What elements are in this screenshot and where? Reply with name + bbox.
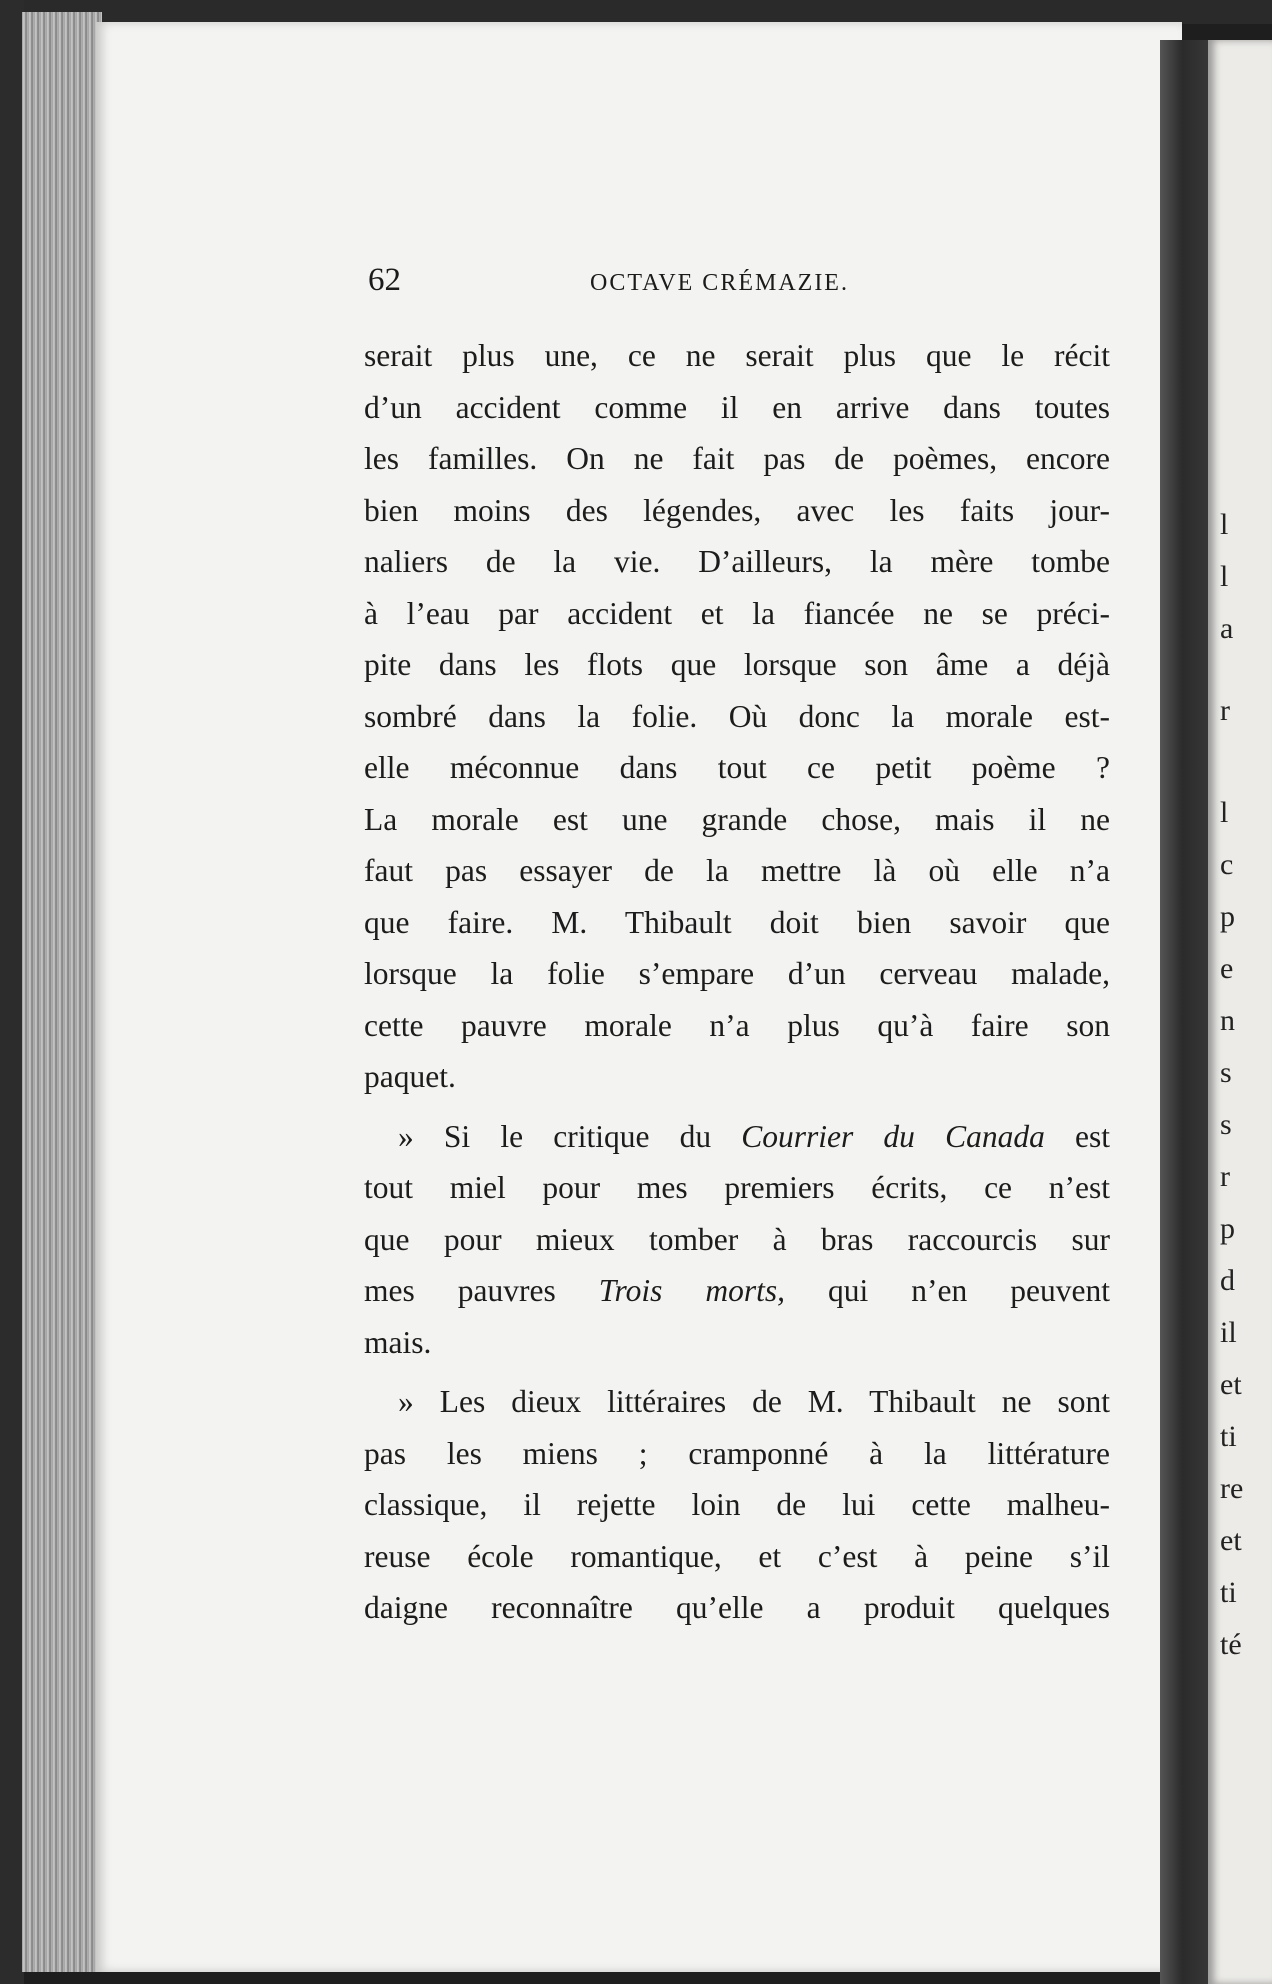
text-line: que faire. M. Thibault doit bien savoir que (364, 904, 1110, 940)
facing-page-fragment: l (1220, 796, 1229, 829)
facing-page-fragment: r (1220, 694, 1230, 727)
text-line: daigne reconnaître qu’elle a produit quelques (364, 1590, 1110, 1625)
text-line: naliers de la vie. D’ailleurs, la mère tombe (364, 544, 1110, 579)
facing-page-fragment: d (1220, 1264, 1235, 1297)
text-line: mais. (364, 1324, 432, 1360)
paragraph (364, 1376, 1110, 1634)
facing-page-fragment: et (1220, 1524, 1242, 1557)
facing-page-fragment: et (1220, 1368, 1242, 1401)
text-line: cette pauvre morale n’a plus qu’à faire son (364, 1007, 1110, 1043)
poem-title: Trois morts, (598, 1273, 786, 1308)
facing-page-fragment: s (1220, 1056, 1232, 1089)
facing-page-fragment: n (1220, 1004, 1235, 1037)
page-body (364, 330, 1110, 1634)
paragraph (364, 330, 1110, 1103)
running-title: OCTAVE CRÉMAZIE. (590, 270, 849, 296)
text-line (364, 1265, 1110, 1317)
facing-page-edge (1208, 40, 1272, 1984)
facing-page-fragment: e (1220, 952, 1234, 985)
facing-page-fragment: re (1220, 1472, 1244, 1505)
facing-page-fragment: a (1220, 612, 1234, 645)
text-line: lorsque la folie s’empare d’un cerveau malade, (364, 956, 1110, 991)
text-run: qui n’en peuvent (785, 1273, 1111, 1308)
text-line: pite dans les flots que lorsque son âme a déjà (364, 647, 1110, 682)
facing-page-fragment: l (1220, 560, 1229, 593)
scan-border-left (0, 0, 24, 1984)
text-run: » Si le critique du (398, 1118, 742, 1154)
facing-page-fragment: il (1220, 1316, 1237, 1349)
text-line: sombré dans la folie. Où donc la morale est- (364, 698, 1110, 734)
page-edges (22, 12, 102, 1972)
facing-page-fragment: r (1220, 1160, 1230, 1193)
text-line: à l’eau par accident et la fiancée ne se préci- (364, 595, 1110, 631)
text-line (364, 1111, 1110, 1163)
text-line: paquet. (364, 1059, 456, 1094)
text-line: bien moins des légendes, avec les faits jour- (364, 492, 1110, 528)
facing-page-fragment: p (1220, 1212, 1235, 1245)
text-run: mes pauvres (364, 1273, 599, 1308)
text-line: elle méconnue dans tout ce petit poème ? (364, 750, 1110, 785)
newspaper-title: Courrier du Canada (741, 1118, 1045, 1154)
scan-border-top (0, 0, 1272, 24)
text-line: que pour mieux tomber à bras raccourcis sur (364, 1221, 1110, 1257)
text-line: les familles. On ne fait pas de poèmes, encore (364, 441, 1110, 476)
text-line: » Les dieux littéraires de M. Thibault ne sont (398, 1384, 1110, 1419)
facing-page-fragment: ti (1220, 1576, 1237, 1609)
facing-page-fragment: té (1220, 1628, 1242, 1661)
paragraph (364, 1111, 1110, 1369)
text-line: classique, il rejette loin de lui cette malheu- (364, 1487, 1110, 1522)
text-line: serait plus une, ce ne serait plus que le récit (364, 338, 1110, 373)
text-line: reuse école romantique, et c’est à peine s’il (364, 1538, 1110, 1574)
text-line: d’un accident comme il en arrive dans toutes (364, 389, 1110, 425)
facing-page-fragment: s (1220, 1108, 1232, 1141)
page-header (368, 262, 1108, 302)
text-run: est (1044, 1118, 1110, 1154)
text-line: La morale est une grande chose, mais il ne (364, 801, 1110, 837)
facing-page-fragment: l (1220, 508, 1229, 541)
text-line: faut pas essayer de la mettre là où elle n’a (364, 853, 1110, 888)
facing-page-fragment: ti (1220, 1420, 1237, 1453)
facing-page-fragment: c (1220, 848, 1234, 881)
text-line: pas les miens ; cramponné à la littérature (364, 1435, 1110, 1471)
text-line: tout miel pour mes premiers écrits, ce n’est (364, 1170, 1110, 1205)
page-number: 62 (368, 262, 401, 298)
facing-page-fragment: p (1220, 900, 1235, 933)
